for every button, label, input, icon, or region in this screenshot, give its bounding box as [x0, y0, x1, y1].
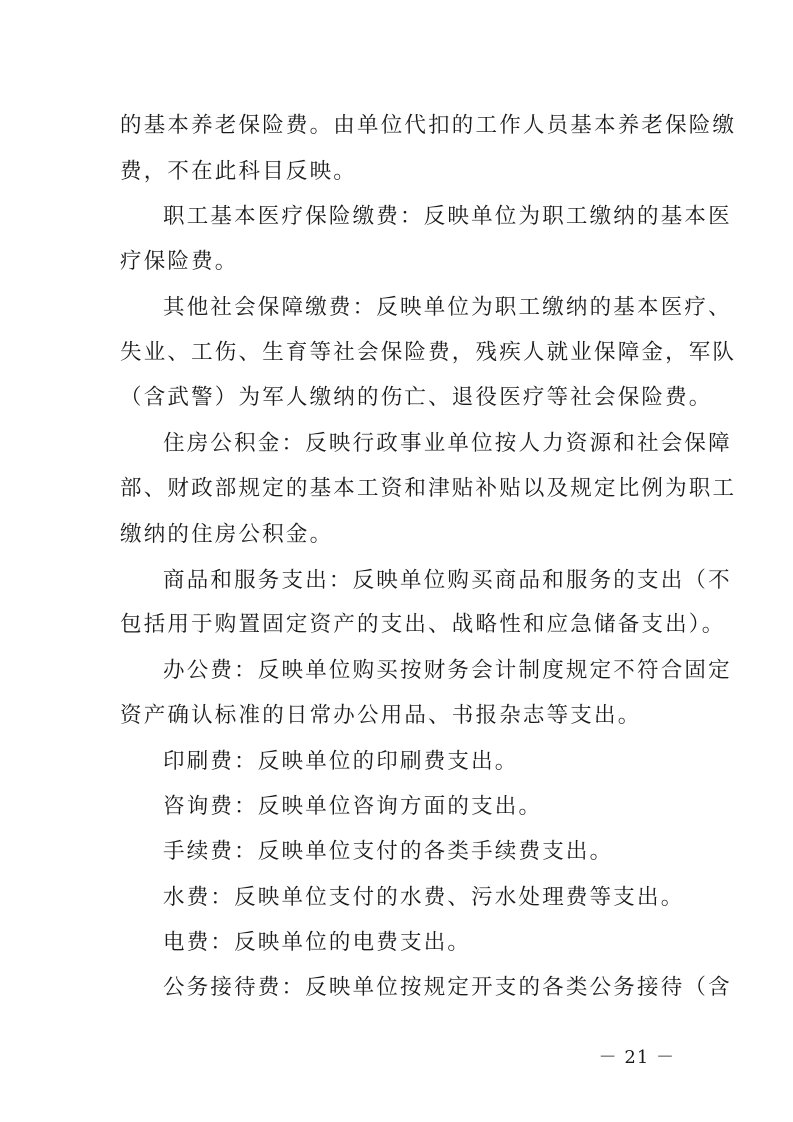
paragraph-start-goods-services: 商品和服务支出：反映单位购买商品和服务的支出（不	[163, 568, 732, 593]
paragraph-start-official-reception: 公务接待费：反映单位按规定开支的各类公务接待（含	[163, 975, 732, 1000]
text-line: 的基本养老保险费。由单位代扣的工作人员基本养老保险缴	[120, 113, 737, 138]
text-line: 包括用于购置固定资产的支出、战略性和应急储备支出）。	[120, 612, 726, 637]
page-number: － 21 －	[598, 1047, 675, 1068]
text-line: 疗保险费。	[120, 249, 239, 274]
text-line: 资产确认标准的日常办公用品、书报杂志等支出。	[120, 703, 642, 728]
text-line: 缴纳的住房公积金。	[120, 522, 334, 547]
text-line: 费，不在此科目反映。	[120, 159, 358, 184]
paragraph-consulting-expense: 咨询费：反映单位咨询方面的支出。	[163, 794, 543, 819]
paragraph-start-office-expense: 办公费：反映单位购买按财务会计制度规定不符合固定	[163, 658, 732, 683]
paragraph-handling-fees: 手续费：反映单位支付的各类手续费支出。	[163, 839, 614, 864]
text-line: 部、财政部规定的基本工资和津贴补贴以及规定比例为职工	[120, 476, 737, 501]
paragraph-printing-expense: 印刷费：反映单位的印刷费支出。	[163, 749, 519, 774]
paragraph-electricity-fees: 电费：反映单位的电费支出。	[163, 930, 472, 955]
paragraph-start-housing-fund: 住房公积金：反映行政事业单位按人力资源和社会保障	[163, 431, 732, 456]
paragraph-water-fees: 水费：反映单位支付的水费、污水处理费等支出。	[163, 885, 685, 910]
paragraph-start-medical-insurance: 职工基本医疗保险缴费：反映单位为职工缴纳的基本医	[163, 204, 732, 229]
paragraph-start-other-social-security: 其他社会保障缴费：反映单位为职工缴纳的基本医疗、	[163, 295, 732, 320]
text-line: （含武警）为军人缴纳的伤亡、退役医疗等社会保险费。	[120, 385, 713, 410]
text-line: 失业、工伤、生育等社会保险费，残疾人就业保障金，军队	[120, 340, 737, 365]
